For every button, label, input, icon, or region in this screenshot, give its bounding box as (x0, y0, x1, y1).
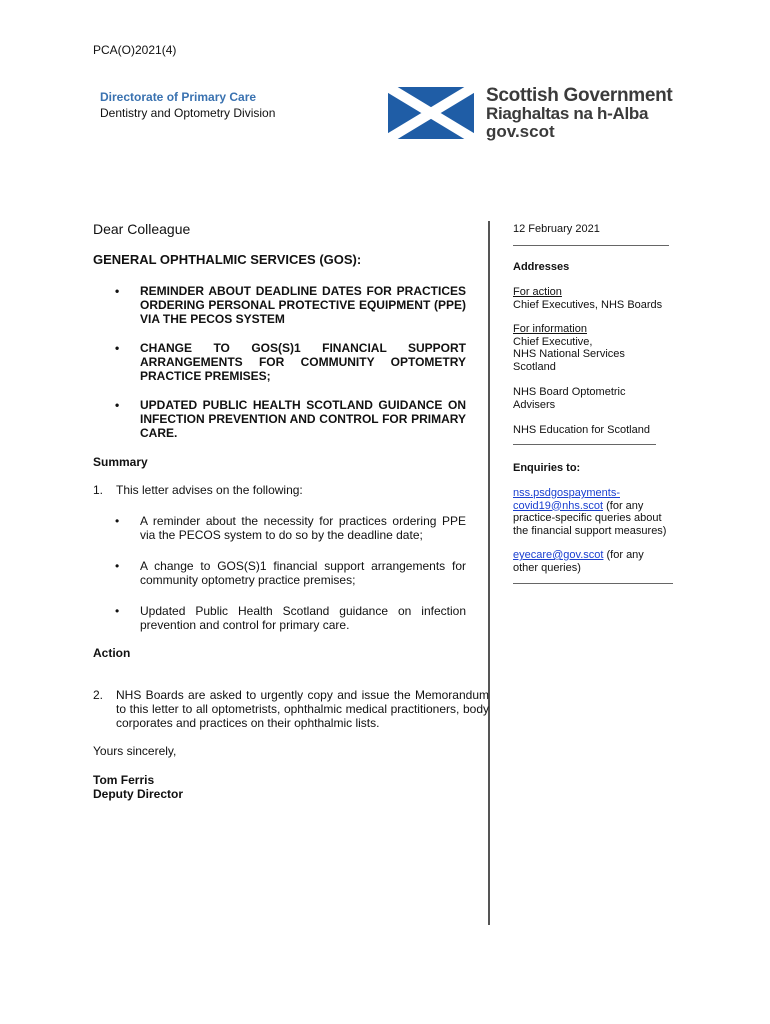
numbered-item-1 (93, 483, 489, 497)
bullet-icon: • (115, 604, 120, 618)
separator (513, 444, 656, 445)
enquiries-heading: Enquiries to: (513, 462, 581, 474)
logo-line-gaelic: Riaghaltas na h-Alba (486, 104, 649, 123)
letter-heading: GENERAL OPHTHALMIC SERVICES (GOS): (93, 252, 362, 267)
summary-points (93, 514, 466, 632)
item-number: 1. (93, 483, 104, 497)
topic-item: • REMINDER ABOUT DEADLINE DATES FOR PRACTICES ORDERING PERSONAL PROTECTIVE EQUIPMENT (PPE) VIA THE PECOS SYSTEM (115, 284, 466, 326)
separator (513, 245, 669, 246)
email-link-payments-cont[interactable]: covid19@nhs.scot (513, 499, 604, 512)
division-name: Dentistry and Optometry Division (100, 106, 276, 120)
bullet-icon: • (115, 398, 120, 412)
salutation: Dear Colleague (93, 221, 191, 237)
action-heading: Action (93, 646, 131, 660)
separator (513, 583, 673, 584)
for-information-block (513, 323, 683, 373)
logo-line-url: gov.scot (486, 122, 555, 141)
column-divider (488, 221, 490, 925)
bullet-icon: • (115, 559, 120, 573)
enquiry-note: the financial support measures) (513, 524, 667, 537)
signatory-title: Deputy Director (93, 787, 184, 801)
advisers-line: NHS Board Optometric (513, 386, 626, 398)
item-text: This letter advises on the following: (116, 483, 303, 497)
summary-point: • Updated Public Health Scotland guidance on infection prevention and control for primary care. (115, 604, 466, 632)
advisers-block (513, 386, 683, 411)
topic-item: • CHANGE TO GOS(S)1 FINANCIAL SUPPORT ARRANGEMENTS FOR COMMUNITY OPTOMETRY PRACTICE PREMISES; (115, 341, 466, 383)
saltire-flag-icon (388, 87, 474, 139)
numbered-item-2 (93, 688, 489, 730)
enquiry-note: (for any (603, 549, 644, 561)
for-action-block (513, 286, 683, 311)
letter-date: 12 February 2021 (513, 223, 600, 235)
signatory-name: Tom Ferris (93, 773, 155, 787)
for-action-text: Chief Executives, NHS Boards (513, 298, 663, 311)
email-link-eyecare[interactable]: eyecare@gov.scot (513, 549, 604, 561)
enquiry-financial (513, 487, 683, 537)
scottish-government-logo (388, 87, 684, 139)
for-action-label: For action (513, 286, 562, 298)
closing: Yours sincerely, (93, 744, 177, 758)
item-number: 2. (93, 688, 104, 702)
logo-line-english: Scottish Government (486, 85, 673, 106)
advisers-line: Advisers (513, 398, 556, 411)
summary-point: • A reminder about the necessity for practices ordering PPE via the PECOS system to do so by the deadline date; (115, 514, 466, 542)
bullet-icon: • (115, 341, 120, 355)
for-information-line: Chief Executive, (513, 335, 593, 348)
enquiry-note: other queries) (513, 561, 581, 574)
document-reference: PCA(O)2021(4) (93, 43, 177, 57)
enquiry-note: practice-specific queries about (513, 512, 662, 524)
bullet-icon: • (115, 514, 120, 528)
directorate-name: Directorate of Primary Care (100, 90, 257, 104)
for-information-line: NHS National Services (513, 348, 625, 360)
summary-heading: Summary (93, 455, 148, 469)
topic-item: • UPDATED PUBLIC HEALTH SCOTLAND GUIDANCE ON INFECTION PREVENTION AND CONTROL FOR PRIMARY CARE. (115, 398, 466, 440)
email-link-payments[interactable]: nss.psdgospayments- (513, 487, 620, 499)
summary-point: • A change to GOS(S)1 financial support arrangements for community optometry practice premises; (115, 559, 466, 587)
for-information-line: Scotland (513, 360, 556, 373)
addresses-heading: Addresses (513, 261, 570, 273)
enquiry-note: (for any (603, 499, 644, 512)
item-text: NHS Boards are asked to urgently copy and issue the Memorandum to this letter to all optometrists, ophthalmic medical practitioners, body corporates and practices on their ophthalmic lists. (116, 688, 489, 730)
for-information-label: For information (513, 323, 587, 335)
enquiry-other (513, 549, 683, 574)
education-recipient: NHS Education for Scotland (513, 424, 650, 436)
topic-list (93, 284, 466, 440)
bullet-icon: • (115, 284, 120, 298)
